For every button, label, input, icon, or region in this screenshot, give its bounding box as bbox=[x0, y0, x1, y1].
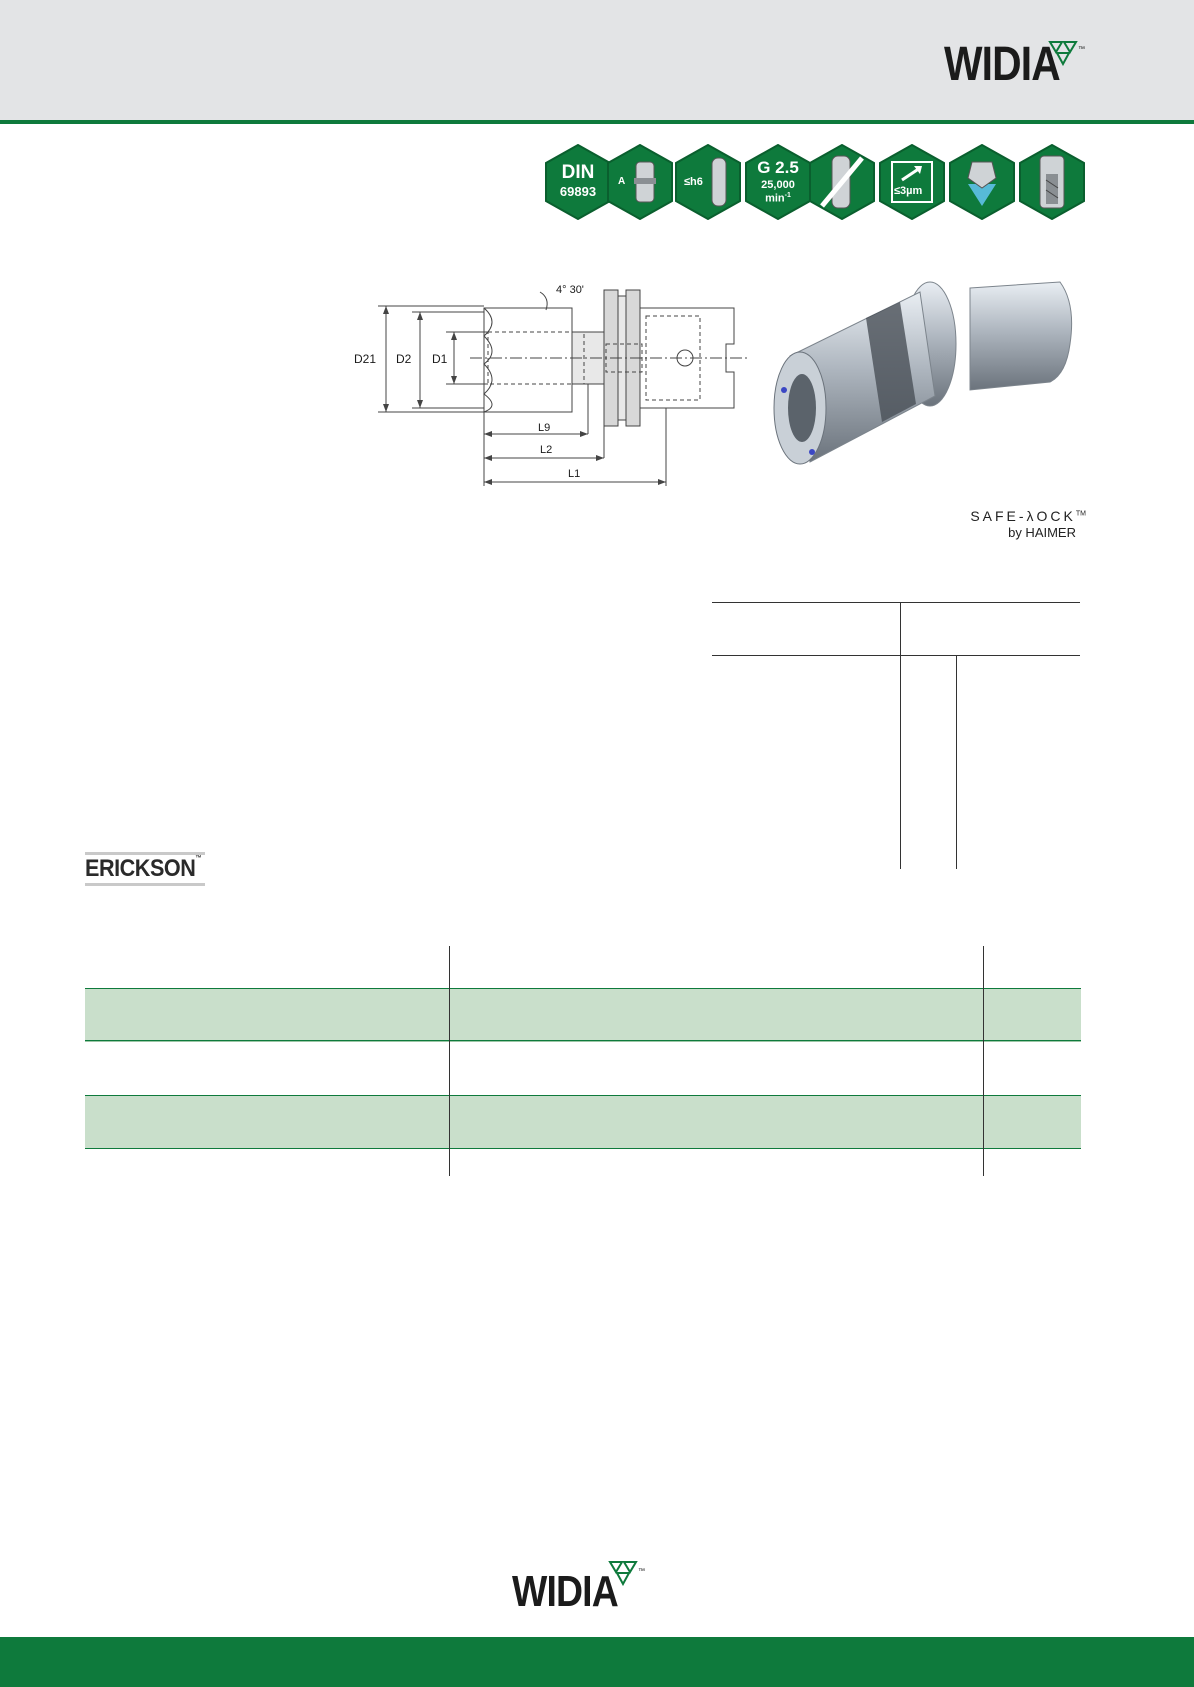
footer-widia-tm: ™ bbox=[638, 1568, 645, 1575]
footer-widia-logo bbox=[512, 1567, 652, 1616]
product-image bbox=[770, 274, 1090, 474]
spec-table-header-rule bbox=[712, 655, 1080, 656]
table-col-divider-1 bbox=[449, 946, 450, 1176]
table-row bbox=[85, 1096, 1081, 1148]
footer-widia-logo-icon bbox=[608, 1560, 638, 1586]
spec-table-divider-1 bbox=[900, 602, 901, 869]
form-a-icon: A bbox=[606, 144, 674, 220]
widia-tm: ™ bbox=[1078, 46, 1085, 53]
footer-widia-logo-text: WIDIA bbox=[512, 1567, 618, 1616]
technical-drawing bbox=[350, 272, 760, 494]
no-coolant-icon bbox=[808, 144, 876, 220]
din-icon: DIN 69893 bbox=[544, 144, 612, 220]
table-row bbox=[85, 988, 1081, 1040]
dim-l2: L2 bbox=[540, 444, 553, 456]
spec-table-divider-2 bbox=[956, 656, 957, 869]
dim-d21: D21 bbox=[354, 352, 377, 366]
spec-table-top-rule bbox=[712, 602, 1080, 603]
footer-bar bbox=[0, 1637, 1194, 1687]
ordering-table bbox=[85, 946, 1081, 1176]
tolerance-icon: ≤h6 bbox=[674, 144, 742, 220]
safelock-logo: SAFE-λOCK™ by HAIMER bbox=[970, 508, 1086, 540]
widia-logo-icon bbox=[1048, 40, 1078, 66]
endmill-icon bbox=[1018, 144, 1086, 220]
balance-icon: G 2.5 25,000 $\min^{-1}$ bbox=[744, 144, 812, 220]
widia-logo-text: WIDIA bbox=[944, 38, 1060, 91]
table-col-divider-2 bbox=[983, 946, 984, 1176]
dim-l1: L1 bbox=[568, 468, 581, 480]
dim-d2: D2 bbox=[396, 352, 412, 366]
runout-icon: ≤3µm bbox=[878, 144, 946, 220]
header-rule bbox=[0, 120, 1194, 124]
erickson-logo: ERICKSON™ bbox=[85, 852, 209, 886]
dim-d1: D1 bbox=[432, 352, 448, 366]
dim-angle: 4° 30' bbox=[556, 284, 584, 296]
widia-logo bbox=[944, 40, 1084, 90]
feature-icon-row bbox=[544, 144, 1084, 220]
dim-l9: L9 bbox=[538, 422, 551, 434]
coolant-icon bbox=[948, 144, 1016, 220]
